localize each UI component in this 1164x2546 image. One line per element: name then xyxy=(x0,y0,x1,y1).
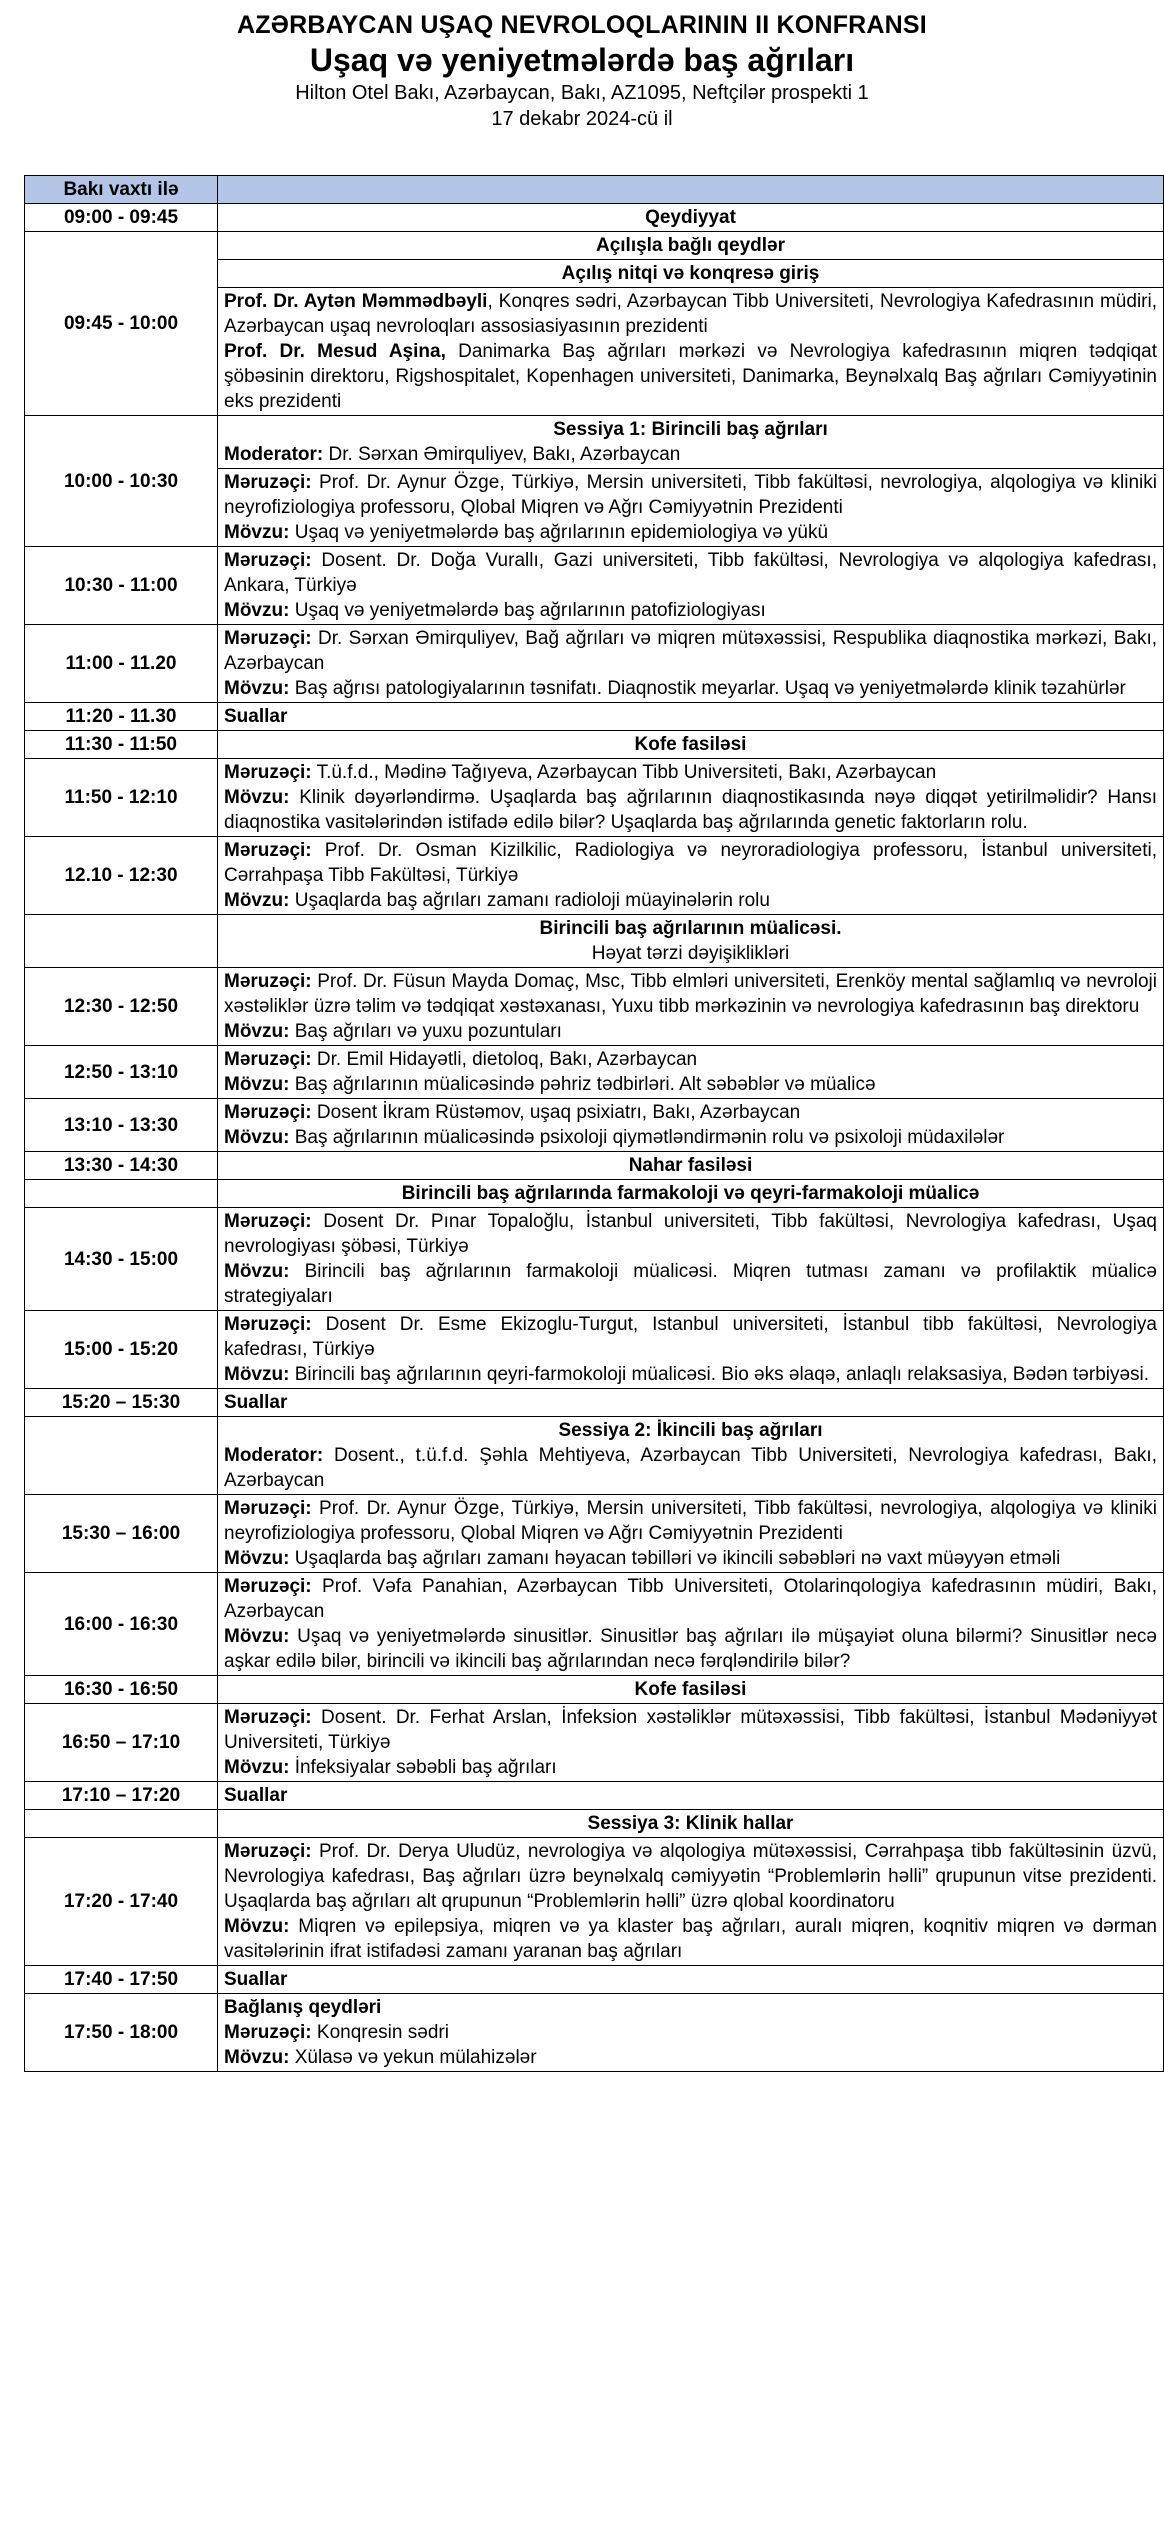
talk-cell xyxy=(218,547,1164,625)
program-title: Uşaq və yeniyetmələrdə baş ağrıları xyxy=(309,42,855,78)
time-cell: 15:30 – 16:00 xyxy=(25,1495,218,1573)
time-cell: 16:30 - 16:50 xyxy=(25,1676,218,1704)
opening-speaker-1: Prof. Dr. Aytən Məmmədbəyli, Konqres sədri, Azərbaycan Tibb Universiteti, Nevrologiya Kafedrasının müdiri, Azərbaycan uşaq nevroloqları assosiasiyasının prezidenti xyxy=(224,291,1157,337)
table-row xyxy=(25,731,1164,759)
table-row xyxy=(25,1810,1164,1838)
talk-cell xyxy=(218,837,1164,915)
opening-speaker-2: Prof. Dr. Mesud Aşina, Danimarka Baş ağrıları mərkəzi və Nevrologiya kafedrasının miqren tədqiqat şöbəsinin direktoru, Rigshospitalet, Kopenhagen universiteti, Danimarka, Beynəlxalq Baş ağrıları Cəmiyyətinin eks prezidenti xyxy=(224,341,1157,412)
speaker-line: Məruzəçi: Prof. Vəfa Panahian, Azərbaycan Tibb Universiteti, Otolarinqologiya kafedrasının müdiri, Bakı, Azərbaycan xyxy=(224,1576,1157,1622)
time-cell: 16:00 - 16:30 xyxy=(25,1573,218,1676)
time-cell: 12:30 - 12:50 xyxy=(25,968,218,1046)
table-row xyxy=(25,1782,1164,1810)
moderator-line: Moderator: Dr. Sərxan Əmirquliyev, Bakı, Azərbaycan xyxy=(224,444,681,465)
table-row xyxy=(25,1966,1164,1994)
session-3-header: Sessiya 3: Klinik hallar xyxy=(218,1810,1164,1838)
table-row xyxy=(25,703,1164,731)
table-row xyxy=(25,625,1164,703)
session-title: Sessiya 1: Birincili baş ağrıları xyxy=(553,419,828,440)
questions-cell: Suallar xyxy=(218,1782,1164,1810)
topic-line: Mövzu: Baş ağrılarının müalicəsində psixoloji qiymətləndirmənin rolu və psixoloji müdaxilələr xyxy=(224,1127,1005,1148)
closing-title: Bağlanış qeydləri xyxy=(224,1997,382,2018)
speaker-line: Məruzəçi: Dr. Sərxan Əmirquliyev, Bağ ağrıları və miqren mütəxəssisi, Respublika diaqnostika mərkəzi, Bakı, Azərbaycan xyxy=(224,628,1157,674)
topic-line: Mövzu: Baş ağrısı patologiyalarının təsnifatı. Diaqnostik meyarlar. Uşaq və yeniyetmələrdə klinik təzahürlər xyxy=(224,678,1126,699)
table-row xyxy=(25,1152,1164,1180)
talk-cell xyxy=(218,968,1164,1046)
table-row xyxy=(25,1099,1164,1152)
talk-cell xyxy=(218,1208,1164,1311)
talk-cell xyxy=(218,1704,1164,1782)
section-subtitle: Həyat tərzi dəyişiklikləri xyxy=(591,943,790,964)
session-1-header xyxy=(218,416,1164,469)
speaker-line: Məruzəçi: Dosent İkram Rüstəmov, uşaq psixiatrı, Bakı, Azərbaycan xyxy=(224,1102,801,1123)
pharma-section-header: Birincili baş ağrılarında farmakoloji və qeyri-farmakoloji müalicə xyxy=(218,1180,1164,1208)
table-row xyxy=(25,915,1164,968)
speaker-line: Məruzəçi: Dosent Dr. Pınar Topaloğlu, İstanbul universiteti, Tibb fakültəsi, Nevrologiya kafedrası, Uşaq nevrologiyası şöbəsi, Türkiyə xyxy=(224,1211,1157,1257)
speaker-line: Məruzəçi: Dosent Dr. Esme Ekizoglu-Turgut, Istanbul universiteti, İstanbul tibb fakültəsi, Nevrologiya kafedrası, Türkiyə xyxy=(224,1314,1157,1360)
talk-cell xyxy=(218,1838,1164,1966)
talk-cell xyxy=(218,1495,1164,1573)
questions-cell: Suallar xyxy=(218,1966,1164,1994)
table-row xyxy=(25,759,1164,837)
time-cell: 11:00 - 11.20 xyxy=(25,625,218,703)
time-cell xyxy=(25,1180,218,1208)
table-row xyxy=(25,1389,1164,1417)
table-row xyxy=(25,1495,1164,1573)
coffee-break-cell: Kofe fasiləsi xyxy=(218,1676,1164,1704)
topic-line: Mövzu: Uşaq və yeniyetmələrdə baş ağrılarının epidemiologiya və yükü xyxy=(224,522,829,543)
table-header-row xyxy=(25,176,1164,204)
table-row xyxy=(25,1046,1164,1099)
time-cell xyxy=(25,1417,218,1495)
speaker-line: Məruzəçi: Konqresin sədri xyxy=(224,2022,449,2043)
talk-cell xyxy=(218,1046,1164,1099)
table-row xyxy=(25,1838,1164,1966)
time-cell xyxy=(25,915,218,968)
speaker-line: Məruzəçi: Dosent. Dr. Doğa Vurallı, Gazi universiteti, Tibb fakültəsi, Nevrologiya və alqologiya kafedrası, Ankara, Türkiyə xyxy=(224,550,1157,596)
speaker-line: Məruzəçi: Prof. Dr. Aynur Özge, Türkiyə, Mersin universiteti, Tibb fakültəsi, nevrologiya, alqologiya və kliniki neyrofiziologiya professoru, Qlobal Miqren və Ağrı Cəmiyyətnin Prezidenti xyxy=(224,1498,1157,1544)
time-cell: 13:10 - 13:30 xyxy=(25,1099,218,1152)
program-table xyxy=(24,175,1164,2072)
event-date: 17 dekabr 2024-cü il xyxy=(491,108,673,130)
time-cell: 17:20 - 17:40 xyxy=(25,1838,218,1966)
venue: Hilton Otel Bakı, Azərbaycan, Bakı, AZ1095, Neftçilər prospekti 1 xyxy=(295,82,869,104)
speaker-line: Məruzəçi: Prof. Dr. Füsun Mayda Domaç, Msc, Tibb elmləri universiteti, Erenköy mental sağlamlıq və nevroloji xəstəliklər üzrə təlim və tədqiqat xəstəxanası, Yuxu tibb mərkəzinin və nevrologiya kafedrasının baş direktoru xyxy=(224,971,1157,1017)
table-row xyxy=(25,1180,1164,1208)
topic-line: Mövzu: Uşaq və yeniyetmələrdə sinusitlər. Sinusitlər baş ağrıları ilə müşayiət oluna bilərmi? Sinusitlər necə aşkar edilə bilər, birincili və ikincili baş ağrılarından necə fərqləndirilə bilər? xyxy=(224,1626,1157,1672)
time-cell: 16:50 – 17:10 xyxy=(25,1704,218,1782)
time-cell xyxy=(25,1810,218,1838)
time-cell: 11:50 - 12:10 xyxy=(25,759,218,837)
topic-line: Mövzu: Birincili baş ağrılarının qeyri-farmokoloji müalicəsi. Bio əks əlaqə, anlaqlı relaksasiya, Bədən tərbiyəsi. xyxy=(224,1364,1150,1385)
talk-cell xyxy=(218,469,1164,547)
speaker-line: Məruzəçi: Dr. Emil Hidayətli, dietoloq, Bakı, Azərbaycan xyxy=(224,1049,698,1070)
table-row xyxy=(25,1573,1164,1676)
talk-cell xyxy=(218,759,1164,837)
time-cell: 17:50 - 18:00 xyxy=(25,1994,218,2072)
time-cell: 17:40 - 17:50 xyxy=(25,1966,218,1994)
topic-line: Mövzu: Uşaqlarda baş ağrıları zamanı radioloji müayinələrin rolu xyxy=(224,890,770,911)
content-column-header xyxy=(218,176,1164,204)
lunch-break-cell: Nahar fasiləsi xyxy=(218,1152,1164,1180)
topic-line: Mövzu: Uşaq və yeniyetmələrdə baş ağrılarının patofiziologiyası xyxy=(224,600,766,621)
table-row xyxy=(25,547,1164,625)
opening-subtitle: Açılış nitqi və konqresə giriş xyxy=(218,260,1164,288)
closing-cell xyxy=(218,1994,1164,2072)
talk-cell xyxy=(218,1573,1164,1676)
speaker-line: Məruzəçi: Dosent. Dr. Ferhat Arslan, İnfeksion xəstəliklər mütəxəssisi, Tibb fakültəsi, İstanbul Mədəniyyət Universiteti, Türkiyə xyxy=(224,1707,1157,1753)
topic-line: Mövzu: Klinik dəyərləndirmə. Uşaqlarda baş ağrılarının diaqnostikasında nəyə diqqət yetirilməlidir? Hansı diaqnostika vasitələrindən istifadə edilə bilər? Uşaqlarda baş ağrılarında genetic faktorların rolu. xyxy=(224,787,1157,833)
table-row xyxy=(25,1994,1164,2072)
table-row xyxy=(25,968,1164,1046)
questions-cell: Suallar xyxy=(218,703,1164,731)
program-header xyxy=(0,0,1164,132)
conference-name: AZƏRBAYCAN UŞAQ NEVROLOQLARININ II KONFRANSI xyxy=(237,11,927,39)
time-cell: 09:00 - 09:45 xyxy=(25,204,218,232)
coffee-break-cell: Kofe fasiləsi xyxy=(218,731,1164,759)
section-title: Birincili baş ağrılarının müalicəsi. xyxy=(539,918,842,939)
time-cell: 12:50 - 13:10 xyxy=(25,1046,218,1099)
time-cell: 12.10 - 12:30 xyxy=(25,837,218,915)
topic-line: Mövzu: Xülasə və yekun mülahizələr xyxy=(224,2047,537,2068)
topic-line: Mövzu: Baş ağrıları və yuxu pozuntuları xyxy=(224,1021,562,1042)
talk-cell xyxy=(218,625,1164,703)
time-cell: 11:20 - 11.30 xyxy=(25,703,218,731)
opening-speakers xyxy=(218,288,1164,416)
table-row xyxy=(25,1704,1164,1782)
table-row xyxy=(25,837,1164,915)
table-row xyxy=(25,1417,1164,1495)
time-cell: 11:30 - 11:50 xyxy=(25,731,218,759)
talk-cell xyxy=(218,1311,1164,1389)
topic-line: Mövzu: Uşaqlarda baş ağrıları zamanı həyacan təbilləri və ikincili səbəbləri nə vaxt müəyyən etməli xyxy=(224,1548,1061,1569)
questions-cell: Suallar xyxy=(218,1389,1164,1417)
talk-cell xyxy=(218,1099,1164,1152)
treatment-section-header xyxy=(218,915,1164,968)
topic-line: Mövzu: Baş ağrılarının müalicəsində pəhriz tədbirləri. Alt səbəblər və müalicə xyxy=(224,1074,876,1095)
speaker-line: Məruzəçi: T.ü.f.d., Mədinə Tağıyeva, Azərbaycan Tibb Universiteti, Bakı, Azərbaycan xyxy=(224,762,937,783)
table-row xyxy=(25,1208,1164,1311)
table-row xyxy=(25,204,1164,232)
time-cell: 09:45 - 10:00 xyxy=(25,232,218,416)
time-column-header: Bakı vaxtı ilə xyxy=(25,176,218,204)
opening-title: Açılışla bağlı qeydlər xyxy=(218,232,1164,260)
speaker-line: Məruzəçi: Prof. Dr. Aynur Özge, Türkiyə, Mersin universiteti, Tibb fakültəsi, nevrologiya, alqologiya və kliniki neyrofiziologiya professoru, Qlobal Miqren və Ağrı Cəmiyyətnin Prezidenti xyxy=(224,472,1157,518)
topic-line: Mövzu: İnfeksiyalar səbəbli baş ağrıları xyxy=(224,1757,557,1778)
speaker-line: Məruzəçi: Prof. Dr. Derya Uludüz, nevrologiya və alqologiya mütəxəssisi, Cərrahpaşa tibb fakültəsinin üzvü, Nevrologiya kafedrası, Baş ağrıları üzrə beynəlxalq cəmiyyətin “Problemlərin həlli” qrupunun vitse prezidenti. Uşaqlarda baş ağrıları alt qrupunun “Problemlərin həlli” üzrə qlobal koordinatoru xyxy=(224,1841,1157,1912)
topic-line: Mövzu: Birincili baş ağrılarının farmakoloji müalicəsi. Miqren tutması zamanı və profilaktik müalicə strategiyaları xyxy=(224,1261,1157,1307)
table-row xyxy=(25,416,1164,469)
time-cell: 13:30 - 14:30 xyxy=(25,1152,218,1180)
registration-cell: Qeydiyyat xyxy=(218,204,1164,232)
time-cell: 14:30 - 15:00 xyxy=(25,1208,218,1311)
time-cell: 10:30 - 11:00 xyxy=(25,547,218,625)
table-row xyxy=(25,1676,1164,1704)
speaker-line: Məruzəçi: Prof. Dr. Osman Kizilkilic, Radiologiya və neyroradiologiya professoru, İstanbul universiteti, Cərrahpaşa Tibb Fakültəsi, Türkiyə xyxy=(224,840,1157,886)
time-cell: 10:00 - 10:30 xyxy=(25,416,218,547)
table-row xyxy=(25,1311,1164,1389)
table-row xyxy=(25,232,1164,260)
topic-line: Mövzu: Miqren və epilepsiya, miqren və ya klaster baş ağrıları, auralı miqren, koqnitiv miqren və dərman vasitələrinin ifrat istifadəsi zamanı yaranan baş ağrıları xyxy=(224,1916,1157,1962)
session-2-header xyxy=(218,1417,1164,1495)
time-cell: 15:00 - 15:20 xyxy=(25,1311,218,1389)
time-cell: 15:20 – 15:30 xyxy=(25,1389,218,1417)
time-cell: 17:10 – 17:20 xyxy=(25,1782,218,1810)
session-title: Sessiya 2: İkincili baş ağrıları xyxy=(558,1420,823,1441)
moderator-line: Moderator: Dosent., t.ü.f.d. Şəhla Mehtiyeva, Azərbaycan Tibb Universiteti, Nevrologiya kafedrası, Bakı, Azərbaycan xyxy=(224,1445,1157,1491)
